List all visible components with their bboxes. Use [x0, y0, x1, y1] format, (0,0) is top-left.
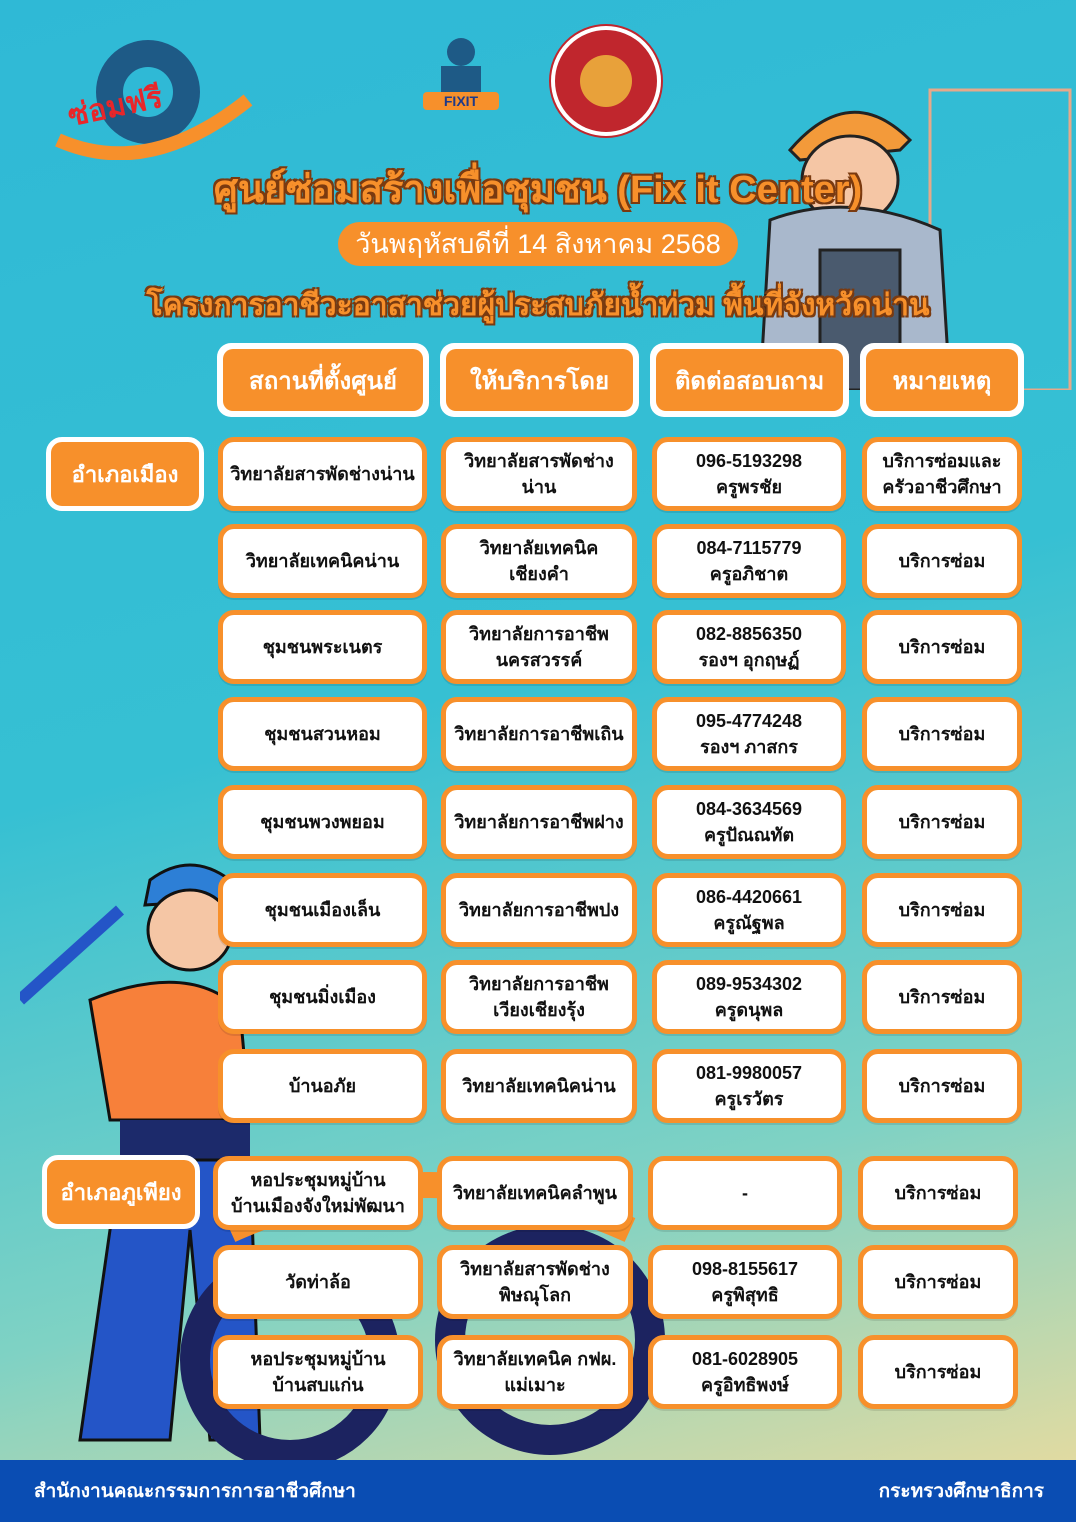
table-cell-contact: 084-3634569 ครูปัณณทัต [652, 785, 846, 859]
footer-ministry: กระทรวงศึกษาธิการ [878, 1481, 1044, 1502]
table-cell-note: บริการซ่อม [858, 1335, 1018, 1409]
header-provider-label: ให้บริการโดย [446, 349, 633, 411]
table-cell-contact: 081-9980057 ครูเรวัตร [652, 1049, 846, 1123]
fixit-logo [415, 22, 507, 132]
table-cell-note: บริการซ่อม [862, 785, 1022, 859]
table-cell-location: ชุมชนสวนหอม [218, 697, 427, 771]
table-cell-location: วิทยาลัยสารพัดช่างน่าน [218, 437, 427, 511]
table-cell-note: บริการซ่อม [862, 697, 1022, 771]
footer-bar [0, 1460, 1076, 1522]
table-cell-note: บริการซ่อม [858, 1245, 1018, 1319]
table-cell-provider: วิทยาลัยการอาชีพ นครสวรรค์ [441, 610, 637, 684]
table-cell-contact: 089-9534302 ครูดนุพล [652, 960, 846, 1034]
table-cell-location: ชุมชนมิ่งเมือง [218, 960, 427, 1034]
district-label: อำเภอภูเพียง [42, 1155, 200, 1229]
table-cell-contact: - [648, 1156, 842, 1230]
svg-text:ซ่อมฟรี: ซ่อมฟรี [64, 79, 166, 134]
table-cell-provider: วิทยาลัยการอาชีพเถิน [441, 697, 637, 771]
table-cell-location: ชุมชนพวงพยอม [218, 785, 427, 859]
table-cell-location: หอประชุมหมู่บ้าน บ้านเมืองจังใหม่พัฒนา [213, 1156, 423, 1230]
vocational-commission-seal [551, 26, 661, 136]
table-cell-note: บริการซ่อม [862, 610, 1022, 684]
table-cell-contact: 096-5193298 ครูพรชัย [652, 437, 846, 511]
district-label: อำเภอเมือง [46, 437, 204, 511]
table-cell-note: บริการซ่อม [862, 960, 1022, 1034]
event-date: วันพฤหัสบดีที่ 14 สิงหาคม 2568 [338, 222, 738, 266]
footer-office: สำนักงานคณะกรรมการการอาชีวศึกษา [34, 1481, 356, 1502]
table-cell-contact: 081-6028905 ครูอิทธิพงษ์ [648, 1335, 842, 1409]
project-subtitle: โครงการอาชีวะอาสาช่วยผู้ประสบภัยน้ำท่วม พื้นที่จังหวัดน่าน [146, 289, 930, 322]
table-cell-provider: วิทยาลัยเทคนิคน่าน [441, 1049, 637, 1123]
table-cell-contact: 095-4774248 รองฯ ภาสกร [652, 697, 846, 771]
table-cell-contact: 082-8856350 รองฯ อุกฤษฏ์ [652, 610, 846, 684]
header-location-label: สถานที่ตั้งศูนย์ [223, 349, 423, 411]
header-location [217, 343, 429, 417]
table-cell-note: บริการซ่อม [862, 873, 1022, 947]
header-note-label: หมายเหตุ [866, 349, 1018, 411]
table-cell-note: บริการซ่อม [862, 524, 1022, 598]
table-cell-provider: วิทยาลัยสารพัดช่าง น่าน [441, 437, 637, 511]
table-cell-location: บ้านอภัย [218, 1049, 427, 1123]
table-cell-note: บริการซ่อมและ ครัวอาชีวศึกษา [862, 437, 1022, 511]
table-cell-note: บริการซ่อม [862, 1049, 1022, 1123]
header-provider [440, 343, 639, 417]
svg-text:FIXIT: FIXIT [443, 93, 479, 109]
table-cell-contact: 084-7115779 ครูอภิชาต [652, 524, 846, 598]
table-cell-provider: วิทยาลัยการอาชีพ เวียงเชียงรุ้ง [441, 960, 637, 1034]
technician-illustration [750, 70, 1076, 390]
table-cell-location: หอประชุมหมู่บ้าน บ้านสบแก่น [213, 1335, 423, 1409]
table-cell-contact: 098-8155617 ครูพิสุทธิ [648, 1245, 842, 1319]
table-cell-provider: วิทยาลัยการอาชีพปง [441, 873, 637, 947]
table-cell-location: วิทยาลัยเทคนิคน่าน [218, 524, 427, 598]
table-cell-contact: 086-4420661 ครูณัฐพล [652, 873, 846, 947]
page-title: ศูนย์ซ่อมสร้างเพื่อชุมชน (Fix it Center) [213, 169, 863, 211]
table-cell-note: บริการซ่อม [858, 1156, 1018, 1230]
table-cell-location: ชุมชนเมืองเล็น [218, 873, 427, 947]
header-contact [650, 343, 849, 417]
table-cell-provider: วิทยาลัยเทคนิค เชียงคำ [441, 524, 637, 598]
table-cell-provider: วิทยาลัยเทคนิคลำพูน [437, 1156, 633, 1230]
header-contact-label: ติดต่อสอบถาม [656, 349, 843, 411]
table-cell-provider: วิทยาลัยสารพัดช่าง พิษณุโลก [437, 1245, 633, 1319]
table-cell-provider: วิทยาลัยเทคนิค กฟผ. แม่เมาะ [437, 1335, 633, 1409]
header-note [860, 343, 1024, 417]
table-cell-location: ชุมชนพระเนตร [218, 610, 427, 684]
table-cell-location: วัดท่าล้อ [213, 1245, 423, 1319]
table-cell-provider: วิทยาลัยการอาชีพฝาง [441, 785, 637, 859]
free-repair-logo [48, 30, 258, 160]
